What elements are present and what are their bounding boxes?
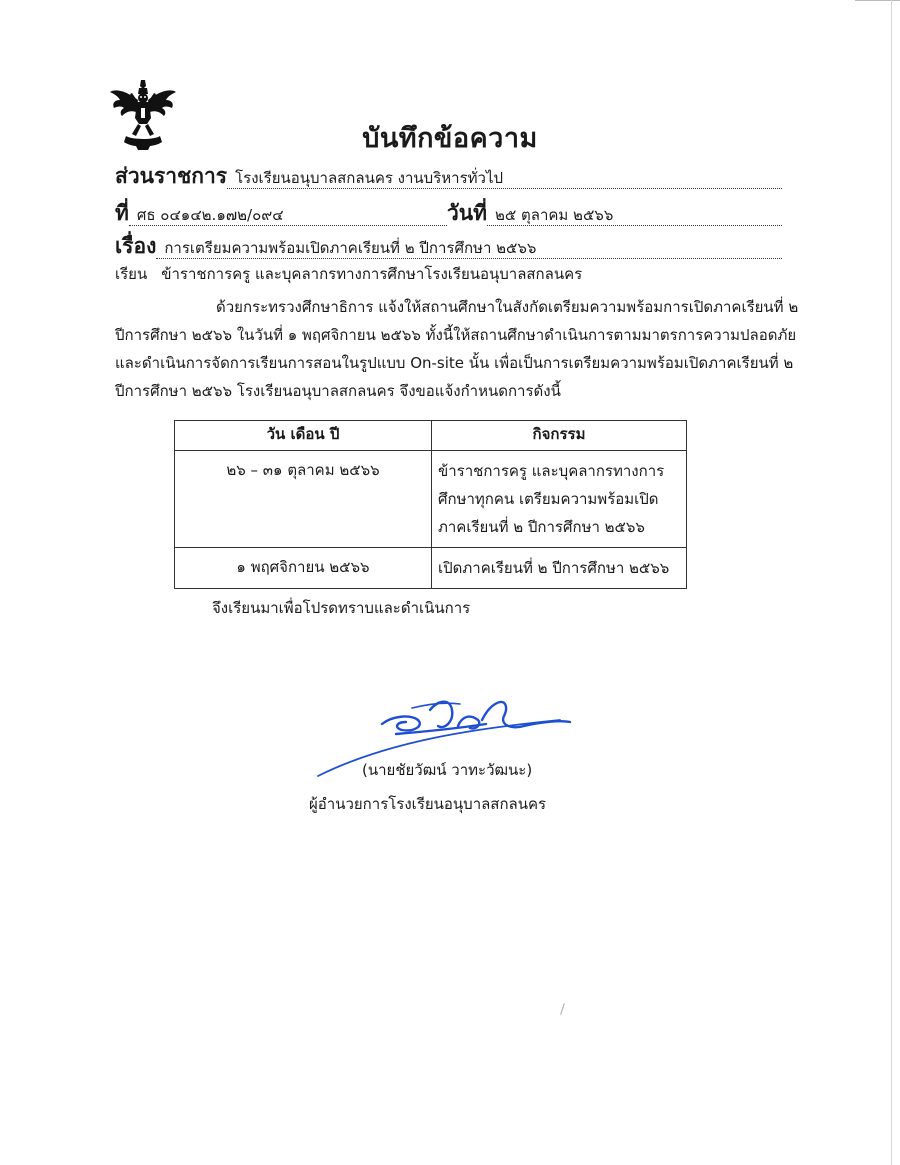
body-line: ปีการศึกษา ๒๕๖๖ โรงเรียนอนุบาลสกลนคร จึงขอแจ้งกำหนดการดังนี้ [115,382,561,400]
department-label: ส่วนราชการ [115,164,228,188]
activity-line: ข้าราชการครู และบุคลากรทางการ [438,462,665,480]
closing-line: จึงเรียนมาเพื่อโปรดทราบและดำเนินการ [212,599,471,617]
activity-line: เปิดภาคเรียนที่ ๒ ปีการศึกษา ๒๕๖๖ [438,559,670,577]
scan-edge-right [891,0,892,1165]
body-line: ด้วยกระทรวงศึกษาธิการ แจ้งให้สถานศึกษาในสังกัดเตรียมความพร้อมการเปิดภาคเรียนที่ ๒ [216,298,799,316]
table-row [175,451,687,548]
department-row [115,160,782,193]
activity-cell [432,451,687,548]
column-header-date: วัน เดือน ปี [175,421,432,451]
subject-row [115,230,782,263]
memo-title: บันทึกข้อความ [362,123,538,154]
scan-speck [560,1003,565,1015]
department-value: โรงเรียนอนุบาลสกลนคร งานบริหารทั่วไป [227,168,782,189]
activity-line: ภาคเรียนที่ ๒ ปีการศึกษา ๒๕๖๖ [438,518,645,536]
subject-value: การเตรียมความพร้อมเปิดภาคเรียนที่ ๒ ปีการศึกษา ๒๕๖๖ [156,238,782,259]
reference-row [115,197,782,230]
salutation [115,262,582,286]
salutation-label: เรียน [115,265,148,283]
reference-label: ที่ [115,201,129,225]
body-line: และดำเนินการจัดการเรียนการสอนในรูปแบบ On-site นั้น เพื่อเป็นการเตรียมความพร้อมเปิดภาคเรียนที่ ๒ [115,354,794,372]
body-paragraph [115,293,799,405]
date-cell: ๑ พฤศจิกายน ๒๕๖๖ [175,548,432,589]
reference-number: ศธ ๐๔๑๔๒.๑๗๒/๐๙๔ [129,205,447,226]
date-group [447,197,782,230]
date-label: วันที่ [447,201,487,225]
activity-cell [432,548,687,589]
date-cell: ๒๖ – ๓๑ ตุลาคม ๒๕๖๖ [175,451,432,548]
scan-edge-top [855,0,900,1]
reference-number-group [115,197,447,230]
signer-name: (นายชัยวัฒน์ วาทะวัฒนะ) [362,761,533,779]
signer-title: ผู้อำนวยการโรงเรียนอนุบาลสกลนคร [309,795,547,813]
table-header-row [175,421,687,451]
column-header-activity: กิจกรรม [432,421,687,451]
table-row [175,548,687,589]
schedule-table [174,420,687,589]
body-line: ปีการศึกษา ๒๕๖๖ ในวันที่ ๑ พฤศจิกายน ๒๕๖๖ ทั้งนี้ให้สถานศึกษาดำเนินการตามมาตรการความปลอดภัย [115,326,797,344]
subject-label: เรื่อง [115,234,157,258]
date-value: ๒๕ ตุลาคม ๒๕๖๖ [487,205,782,226]
salutation-recipients: ข้าราชการครู และบุคลากรทางการศึกษาโรงเรียนอนุบาลสกลนคร [161,265,583,283]
activity-line: ศึกษาทุกคน เตรียมความพร้อมเปิด [438,490,659,508]
